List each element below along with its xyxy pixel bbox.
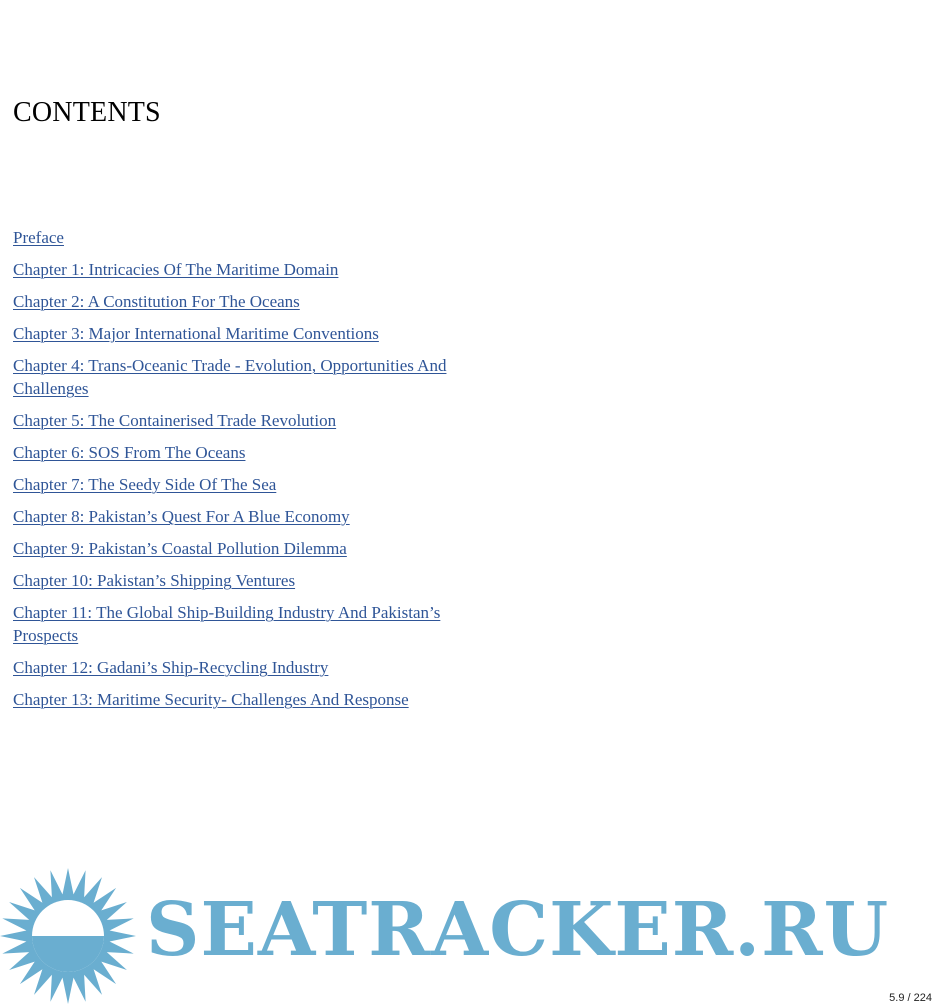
toc-link-chapter-4[interactable]: Chapter 4: Trans-Oceanic Trade - Evolution, Opportunities And Challenges [13,356,447,398]
toc-link-preface[interactable]: Preface [13,228,64,247]
list-item [13,441,463,464]
list-item [13,290,463,313]
list-item [13,688,463,711]
page-title: CONTENTS [13,97,161,128]
toc-link-chapter-7[interactable]: Chapter 7: The Seedy Side Of The Sea [13,475,277,494]
list-item [13,601,463,647]
list-item [13,322,463,345]
toc-link-chapter-13[interactable]: Chapter 13: Maritime Security- Challenges And Response [13,690,409,709]
list-item [13,537,463,560]
list-item [13,226,463,249]
sun-icon [0,868,136,1004]
toc-link-chapter-2[interactable]: Chapter 2: A Constitution For The Oceans [13,292,300,311]
toc-link-chapter-12[interactable]: Chapter 12: Gadani’s Ship-Recycling Industry [13,658,329,677]
toc-link-chapter-11[interactable]: Chapter 11: The Global Ship-Building Industry And Pakistan’s Prospects [13,603,441,645]
toc-link-chapter-10[interactable]: Chapter 10: Pakistan’s Shipping Ventures [13,571,296,590]
list-item [13,354,463,400]
list-item [13,656,463,679]
list-item [13,258,463,281]
page-counter: 5.9 / 224 [889,992,932,1004]
toc-link-chapter-5[interactable]: Chapter 5: The Containerised Trade Revolution [13,411,337,430]
watermark-text: SEATRACKER.RU [146,887,890,973]
toc-link-chapter-8[interactable]: Chapter 8: Pakistan’s Quest For A Blue Economy [13,507,350,526]
list-item [13,473,463,496]
toc-link-chapter-6[interactable]: Chapter 6: SOS From The Oceans [13,443,246,462]
toc-link-chapter-1[interactable]: Chapter 1: Intricacies Of The Maritime Domain [13,260,339,279]
list-item [13,505,463,528]
list-item [13,409,463,432]
toc-link-chapter-9[interactable]: Chapter 9: Pakistan’s Coastal Pollution Dilemma [13,539,347,558]
toc-link-chapter-3[interactable]: Chapter 3: Major International Maritime Conventions [13,324,379,343]
list-item [13,569,463,592]
table-of-contents [13,226,463,720]
